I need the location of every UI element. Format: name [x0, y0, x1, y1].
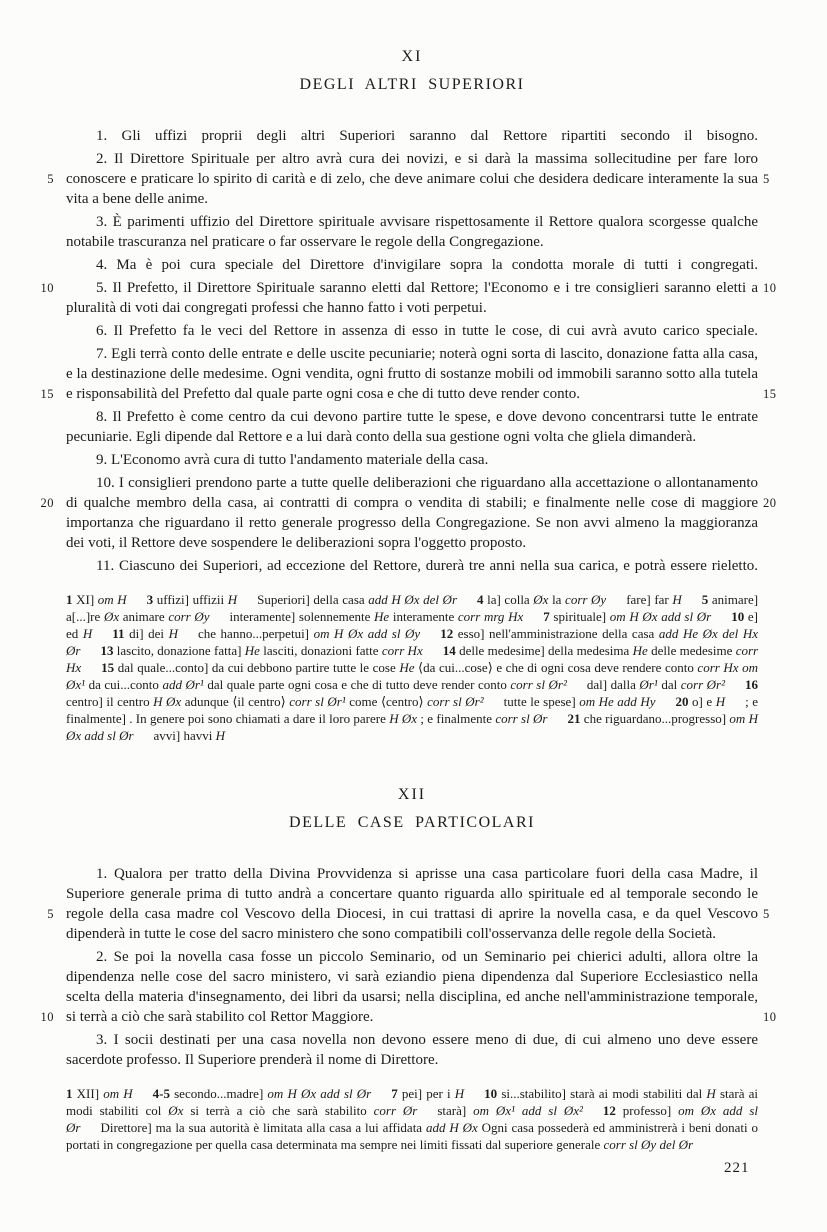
- chapter-title-xi: DEGLI ALTRI SUPERIORI: [299, 76, 525, 93]
- line-number-left: 10: [40, 1010, 54, 1024]
- paragraph-text: 3. È parimenti uffizio del Direttore spirituale avvisare rispettosamente il Rettore qualora scorgesse qualche notabile trascuranza nel praticare o far osservare le regole della Congregazione.: [66, 214, 758, 250]
- chapter-title-xii: DELLE CASE PARTICOLARI: [289, 814, 535, 831]
- line-number-left: 15: [40, 387, 54, 401]
- apparatus-entry: Superiori] della casa add H Øx del Ør: [257, 592, 458, 607]
- apparatus-entry: 7 pei] per i H: [391, 1086, 465, 1101]
- apparatus-entry: 12 esso] nell'amministrazione della casa add He Øx del Hx Ør: [66, 626, 759, 658]
- apparatus-entry: 11 di] dei H: [112, 626, 178, 641]
- apparatus-entry: 3 uffizi] uffizii H: [146, 592, 238, 607]
- apparatus-entry: 21 che riguardano...progresso] om H Øx add sl Ør: [66, 711, 759, 743]
- apparatus-entry: 4-5 secondo...madre] om H Øx add sl Ør: [152, 1086, 372, 1101]
- body-paragraph: [66, 255, 758, 275]
- paragraph-text: 2. Il Direttore Spirituale per altro avrà cura dei novizi, e si darà la massima sollecitudine per fare loro conoscere e praticare lo spirito di carità e di zelo, che deve animare colui che desidera dedicare interamente la sua vita a bene delle anime.: [66, 151, 758, 207]
- critical-apparatus-xii: [66, 1085, 758, 1153]
- apparatus-entry: 7 spirituale] om H Øx add sl Ør: [543, 609, 712, 624]
- line-number-left: 5: [47, 172, 54, 186]
- line-number-left: 20: [40, 496, 54, 510]
- paragraph-text: 11. Ciascuno dei Superiori, ad eccezione del Rettore, durerà tre anni nella sua carica, e potrà essere rieletto.: [96, 558, 758, 574]
- apparatus-entry: 4 la] colla Øx la corr Øy: [477, 592, 607, 607]
- apparatus-entry: 14 delle medesime] della medesima He delle medesime corr Hx: [66, 643, 759, 675]
- paragraph-text: 8. Il Prefetto è come centro da cui devono partire tutte le spese, e dove devono concentrarsi tutte le entrate pecuniarie. Egli dipende dal Rettore e a lui darà conto della sua gestione ogni volta che gliela dimanderà.: [66, 409, 758, 445]
- apparatus-entry: 1 XII] om H: [66, 1086, 133, 1101]
- line-number-right: 10: [763, 281, 777, 295]
- section-xi: [40, 48, 777, 744]
- paragraph-text: 6. Il Prefetto fa le veci del Rettore in assenza di esso in tutte le cose, di cui avrà avuto carico speciale.: [96, 323, 758, 339]
- body-paragraph: [40, 473, 777, 553]
- body-paragraph: [66, 556, 758, 576]
- apparatus-entry: 5 animare] a[...]re Øx animare corr Øy: [66, 592, 759, 624]
- apparatus-entry: 13 lascito, donazione fatta] He lasciti, donazioni fatte corr Hx: [100, 643, 423, 658]
- body-paragraph: [66, 321, 758, 341]
- apparatus-entry: ; e finalmente] . In genere poi sono chiamati a dare il loro parere H Øx ; e finalmente corr sl Ør: [66, 694, 759, 726]
- body-paragraph: [66, 407, 758, 447]
- apparatus-entry: 12 professo] om Øx add sl Ør: [66, 1103, 758, 1135]
- paragraph-text: 3. I socii destinati per una casa novella non devono essere meno di due, di cui almeno uno deve essere sacerdote professo. Il Superiore prenderà il nome di Direttore.: [66, 1032, 758, 1068]
- apparatus-entry: tutte le spese] om He add Hy: [503, 694, 656, 709]
- apparatus-entry: 1 XI] om H: [66, 592, 127, 607]
- paragraph-text: 9. L'Economo avrà cura di tutto l'andamento materiale della casa.: [96, 452, 489, 468]
- apparatus-entry: dal] dalla Ør¹ dal corr Ør²: [586, 677, 726, 692]
- apparatus-entry: 16 centro] il centro H Øx adunque ⟨il centro⟩ corr sl Ør¹ come ⟨centro⟩ corr sl Ør²: [66, 677, 759, 709]
- apparatus-entry: 10 e] ed H: [66, 609, 758, 641]
- apparatus-entry: fare] far H: [626, 592, 682, 607]
- critical-apparatus-xi: [66, 591, 758, 744]
- body-paragraph: [47, 864, 770, 944]
- paragraph-text: 5. Il Prefetto, il Direttore Spirituale saranno eletti dal Rettore; l'Economo e i tre consiglieri saranno eletti a pluralità di voti dai congregati professi che hanno fatto i voti perpetui.: [66, 280, 758, 316]
- chapter-number-xii: XII: [397, 786, 427, 803]
- line-number-right: 20: [763, 496, 777, 510]
- body-paragraph: [47, 149, 770, 209]
- body-paragraph: [40, 947, 777, 1027]
- line-number-left: 5: [47, 907, 54, 921]
- apparatus-entry: 15 dal quale...conto] da cui debbono partire tutte le cose He ⟨da cui...cose⟩ e che di ogni cosa deve rendere conto corr Hx om Øx¹ da cui...conto add Ør¹ dal quale parte ogni cosa e che di tutto deve render conto corr sl Ør²: [66, 660, 758, 692]
- body-paragraph: [66, 450, 758, 470]
- body-paragraph: [40, 278, 777, 318]
- line-number-right: 5: [763, 907, 770, 921]
- section-xii: [40, 786, 777, 1153]
- line-number-right: 10: [763, 1010, 777, 1024]
- apparatus-entry: interamente] solennemente He interamente corr mrg Hx: [229, 609, 524, 624]
- line-number-right: 15: [763, 387, 777, 401]
- paragraph-text: 1. Gli uffizi proprii degli altri Superiori saranno dal Rettore ripartiti secondo il bisogno.: [96, 128, 758, 144]
- apparatus-entry: starà] om Øx¹ add sl Øx²: [437, 1103, 583, 1118]
- body-paragraph: [66, 212, 758, 252]
- paragraph-text: 1. Qualora per tratto della Divina Provvidenza si aprisse una casa particolare fuori della casa Madre, il Superiore generale prima di tutto andrà a concertare quanto riguarda allo spirituale ed al temporale secondo le regole della casa madre col Vescovo della Diocesi, in cui trattasi di aprire la novella casa, e da quel Vescovo dipenderà in tutte le cose del sacro ministero che sono compatibili coll'osservanza delle regole della Società.: [66, 866, 758, 942]
- chapter-number-xi: XI: [401, 48, 423, 65]
- page-number: 221: [724, 1160, 750, 1176]
- line-number-left: 10: [40, 281, 54, 295]
- paragraph-text: 4. Ma è poi cura speciale del Direttore d'invigilare sopra la condotta morale di tutti i congregati.: [96, 257, 758, 273]
- paragraph-text: 10. I consiglieri prendono parte a tutte quelle deliberazioni che riguardano alla accettazione o allontanamento di qualche membro della casa, ai contratti di compra o vendita di stabili; e finalmente nelle cose di maggiore importanza che riguardano il retto generale progresso della Congregazione. Se non avvi almeno la maggioranza dei voti, il Rettore deve sospendere le deliberazioni sopra l'oggetto proposto.: [66, 475, 758, 551]
- body-paragraph: [66, 1030, 758, 1070]
- apparatus-entry: 10 si...stabilito] starà ai modi stabiliti dal H starà ai modi stabiliti col Øx si terrà a ciò che sarà stabilito corr Ør: [66, 1086, 759, 1118]
- apparatus-entry: che hanno...perpetui] om H Øx add sl Øy: [197, 626, 421, 641]
- apparatus-entry: Direttore] ma la sua autorità è limitata alla casa a lui affidata add H Øx Ogni casa possederà ed amministrerà i beni donati o portati in congregazione per quella casa determinata ma sempre nei limiti fissati dal superiore generale corr sl Øy del Ør: [66, 1120, 758, 1152]
- apparatus-entry: 20 o] e H: [675, 694, 726, 709]
- apparatus-entry: avvi] havvi H: [153, 728, 226, 743]
- body-paragraph: [40, 344, 777, 404]
- paragraph-text: 2. Se poi la novella casa fosse un piccolo Seminario, od un Seminario pei chierici adulti, allora oltre la dipendenza nelle cose del sacro ministero, vi sarà eziandio piena dipendenza dal Superiore Ecclesiastico nella scelta della materia d'insegnamento, dei libri da usarsi; nella disciplina, ed anche nell'amministrazione temporale, si terrà a ciò che sarà stabilito col Rettor Maggiore.: [66, 949, 758, 1025]
- paragraph-text: 7. Egli terrà conto delle entrate e delle uscite pecuniarie; noterà ogni sorta di lascito, donazione fatta alla casa, e la destinazione delle medesime. Ogni vendita, ogni frutto di sostanze mobili od immobili saranno sotto alla tutela e risponsabilità del Prefetto dal quale parte ogni cosa e che di tutto deve render conto.: [66, 346, 758, 402]
- body-paragraph: [66, 126, 758, 146]
- line-number-right: 5: [763, 172, 770, 186]
